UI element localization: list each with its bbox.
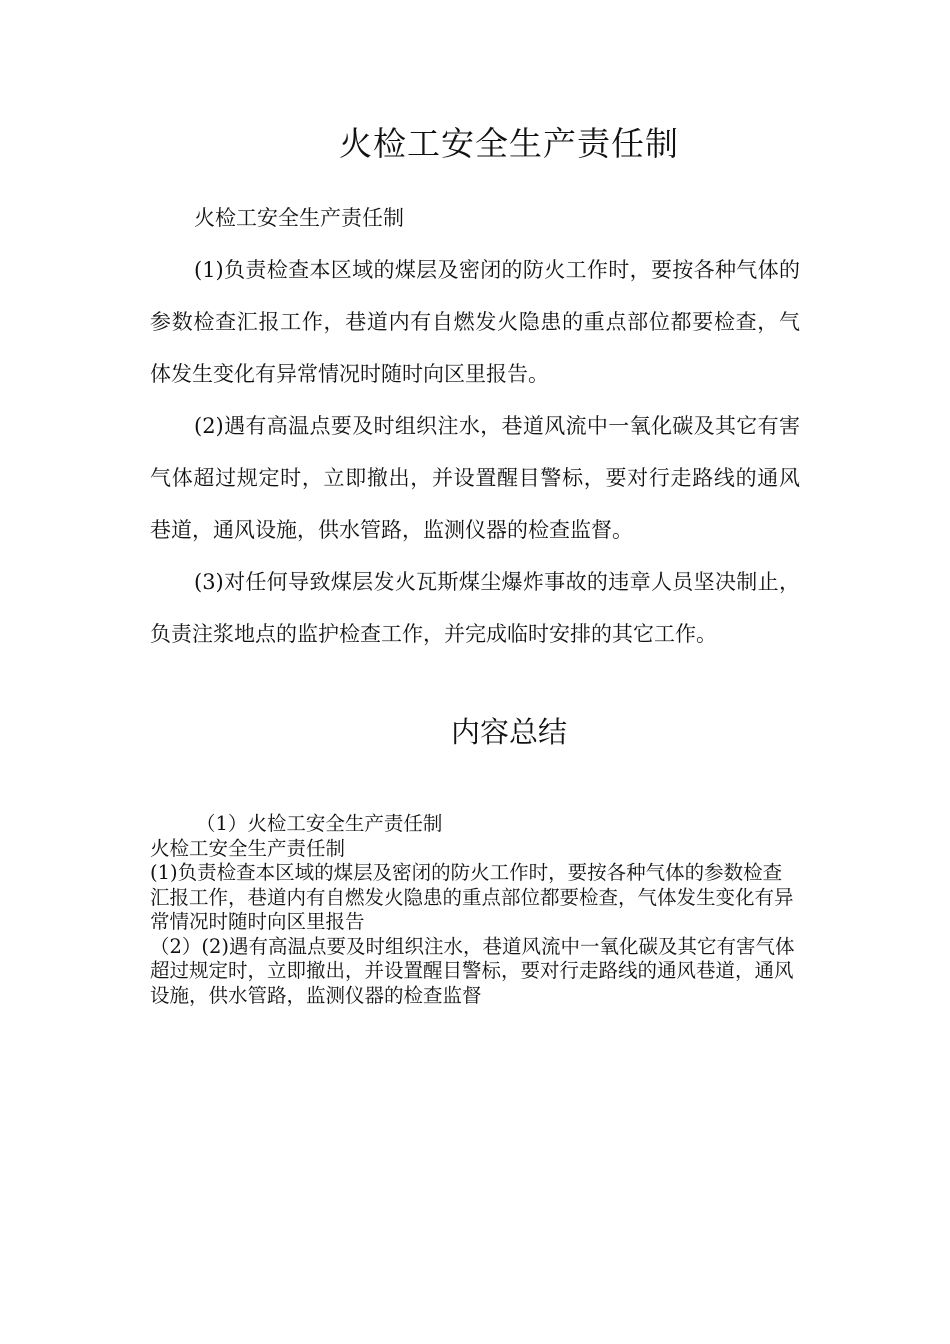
summary-title: 内容总结	[450, 715, 567, 749]
body-subtitle: 火检工安全生产责任制	[194, 206, 404, 230]
summary-line-2: 火检工安全生产责任制	[150, 836, 346, 860]
summary-line-4: （2）(2)遇有高温点要及时组织注水，巷道风流中一氧化碳及其它有害气体超过规定时，立即撤出，并设置醒目警标，要对行走路线的通风巷道，通风设施，供水管路，监测仪器的检查监督	[150, 934, 795, 1007]
summary-body	[150, 812, 798, 1008]
document-title: 火检工安全生产责任制	[339, 124, 679, 163]
body-paragraph-1: (1)负责检查本区域的煤层及密闭的防火工作时，要按各种气体的参数检查汇报工作，巷道内有自燃发火隐患的重点部位都要检查，气体发生变化有异常情况时随时向区里报告。	[150, 258, 800, 386]
summary-line-1: （1）火检工安全生产责任制	[196, 812, 443, 835]
summary-line-3: (1)负责检查本区域的煤层及密闭的防火工作时，要按各种气体的参数检查汇报工作，巷道内有自燃发火隐患的重点部位都要检查，气体发生变化有异常情况时随时向区里报告	[150, 861, 794, 933]
body-paragraph-3: (3)对任何导致煤层发火瓦斯煤尘爆炸事故的违章人员坚决制止，负责注浆地点的监护检查工作，并完成临时安排的其它工作。	[150, 570, 800, 646]
document-body	[150, 192, 800, 660]
body-paragraph-2: (2)遇有高温点要及时组织注水，巷道风流中一氧化碳及其它有害气体超过规定时，立即撤出，并设置醒目警标，要对行走路线的通风巷道，通风设施，供水管路，监测仪器的检查监督。	[150, 414, 800, 542]
